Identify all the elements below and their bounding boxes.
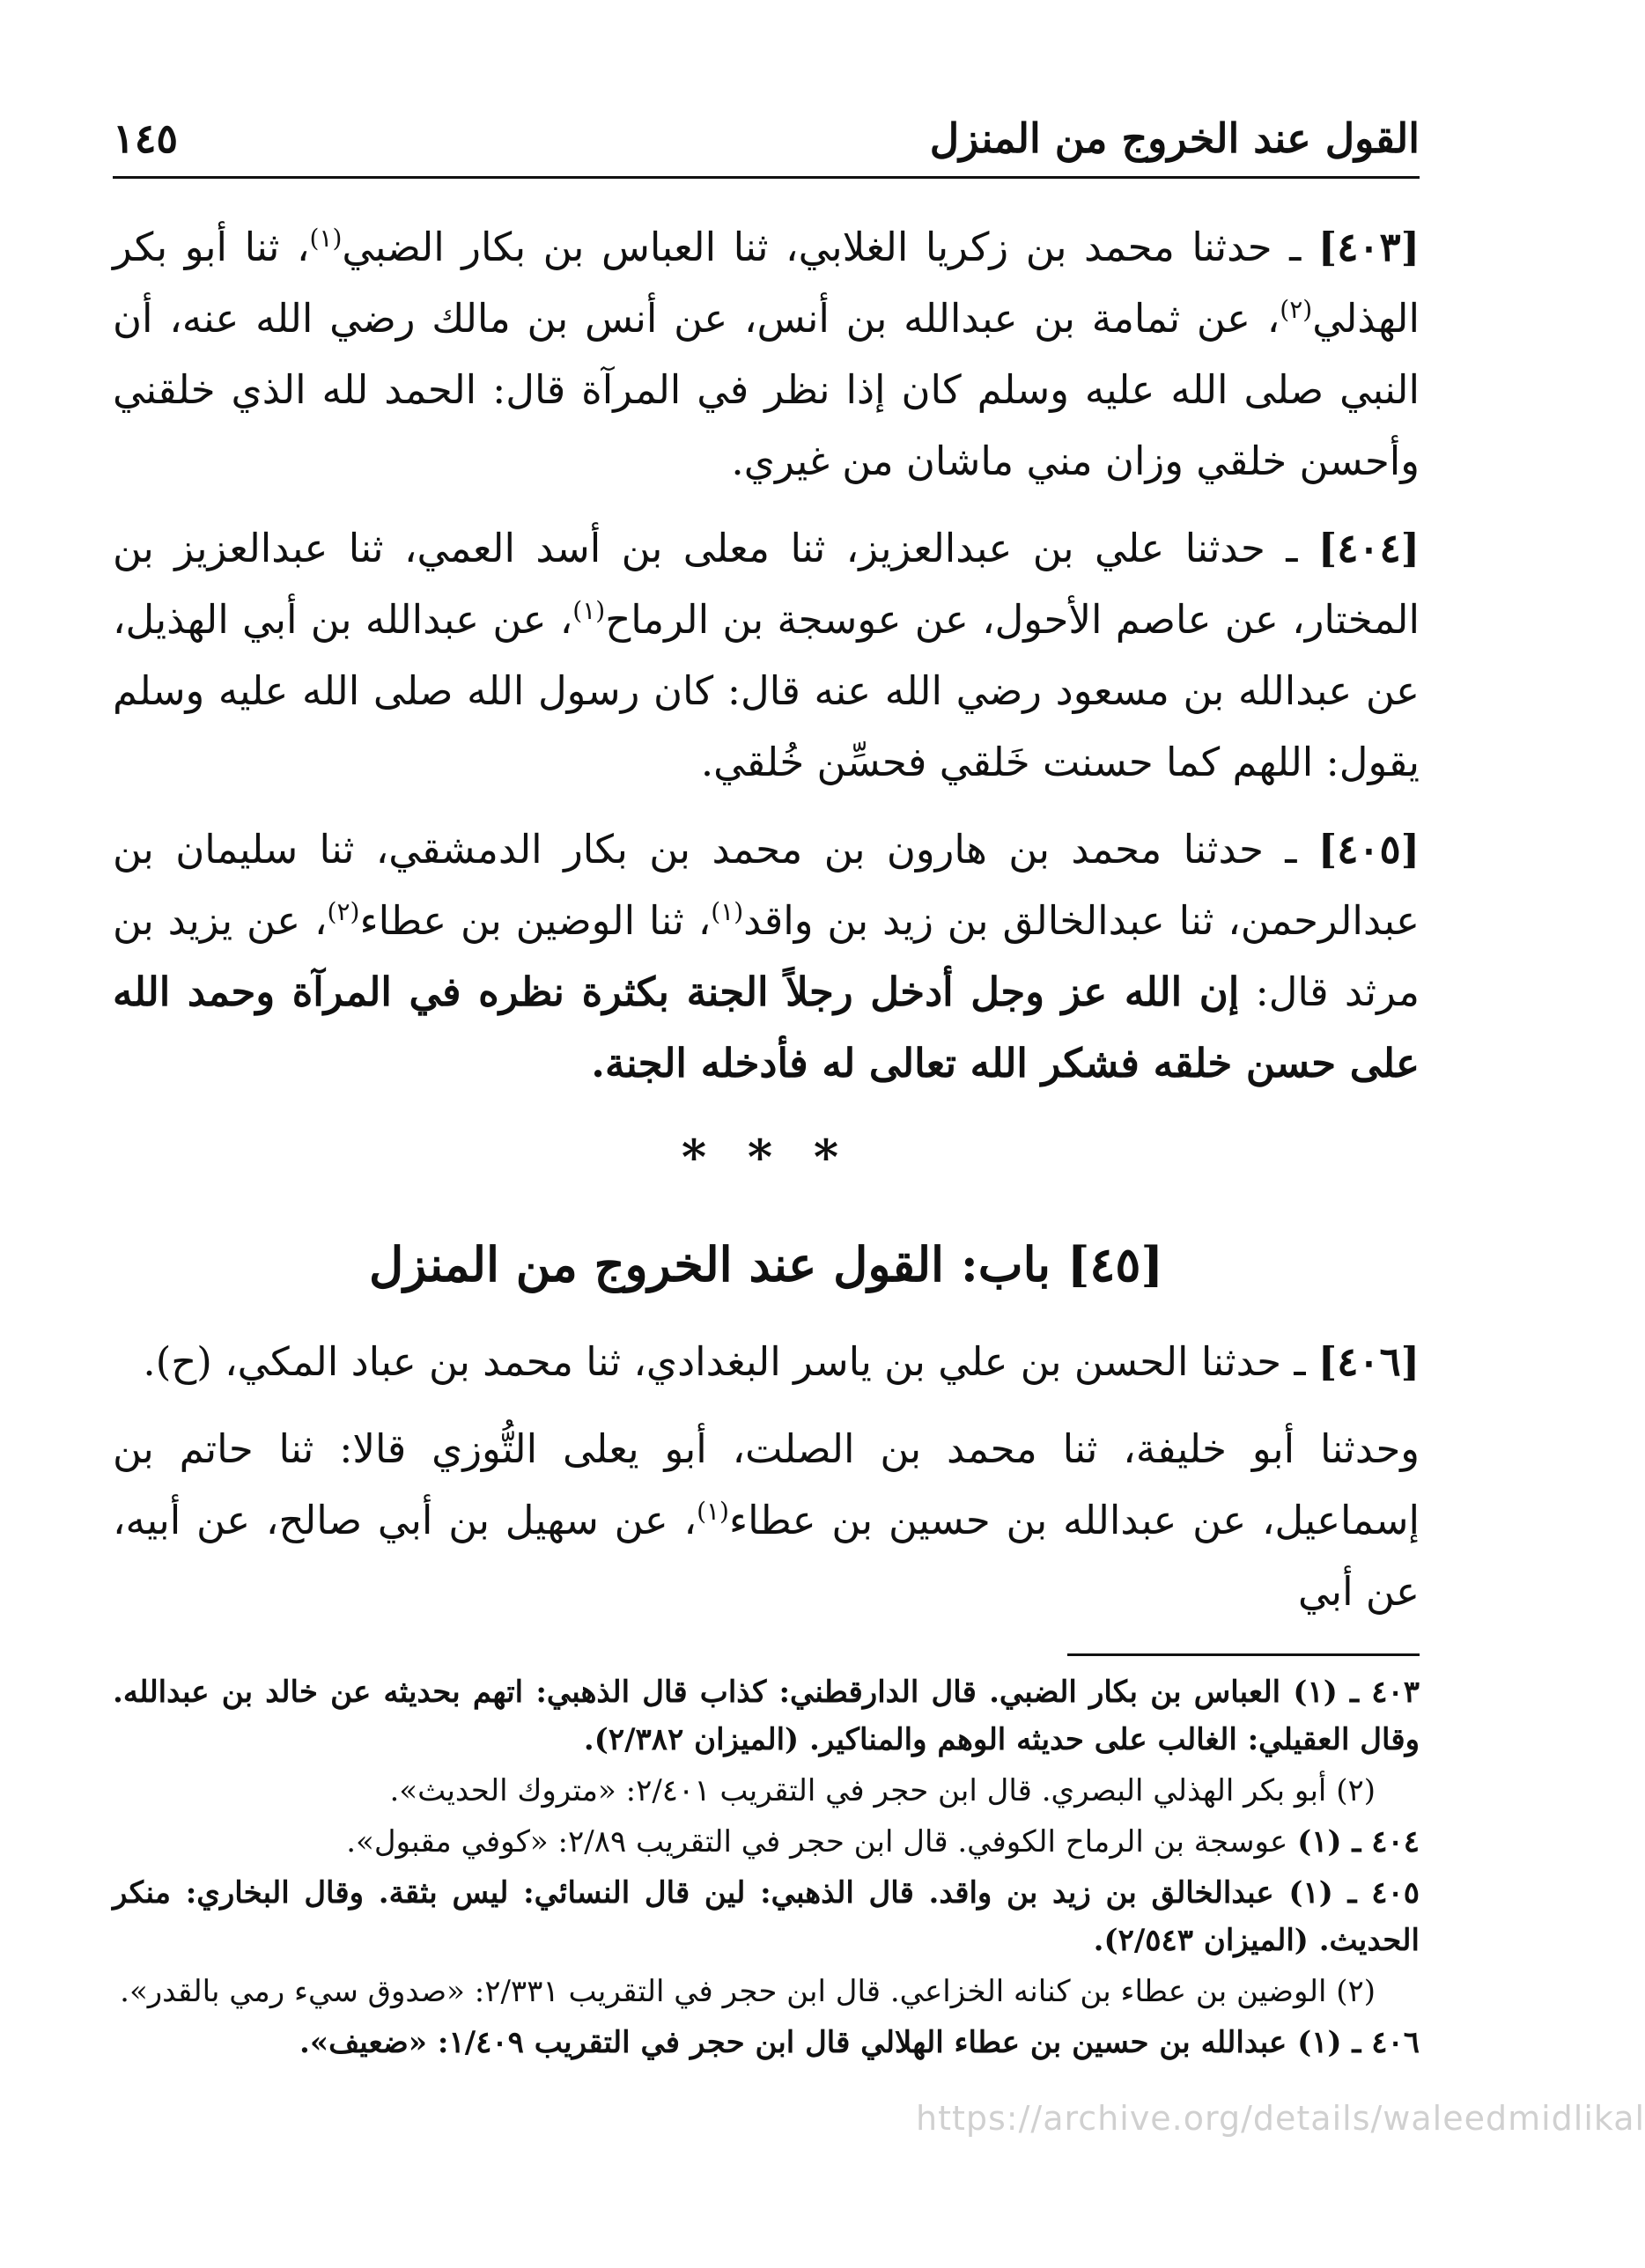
header-rule: [113, 176, 1420, 179]
footnote: [113, 1869, 1420, 1964]
watermark: https://archive.org/details/waleedmidlikal: [916, 2099, 1645, 2138]
hadith-text: ، عن يزيد بن مرثد قال:: [113, 897, 1420, 1015]
hadith-406: [113, 1326, 1420, 1397]
hadith-text: ـ حدثنا علي بن عبدالعزيز، ثنا معلى بن أسد العمي، ثنا عبدالعزيز بن المختار، عن عاصم الأحول، عن عوسجة بن الرماح: [113, 525, 1420, 643]
hadith-text: ، عن سهيل بن أبي صالح، عن أبيه، عن أبي: [113, 1497, 1420, 1615]
footnote: [113, 1818, 1420, 1866]
footnote-ref[interactable]: (١): [309, 224, 343, 253]
hadith-403: [113, 211, 1420, 497]
running-title: القول عند الخروج من المنزل: [929, 114, 1420, 162]
section-separator: * * *: [681, 1129, 852, 1185]
footnote-ref-label: ٤٠٦ ـ (١): [1297, 2025, 1420, 2060]
hadith-text: ـ حدثنا الحسن بن علي بن ياسر البغدادي، ثنا محمد بن عباد المكي، (ح).: [143, 1338, 1318, 1385]
chapter-heading: [٤٥] باب: القول عند الخروج من المنزل: [368, 1236, 1163, 1292]
page-number: ١٤٥: [113, 114, 179, 162]
footnote-text: (٢) أبو بكر الهذلي البصري. قال ابن حجر في التقريب ٢/٤٠١: «متروك الحديث».: [389, 1773, 1376, 1808]
hadith-text: ، عن ثمامة بن عبدالله بن أنس، عن أنس بن مالك رضي الله عنه، أن النبي صلى الله عليه وسلم كان إذا نظر في المرآة قال: الحمد لله الذي خلقني وأحسن خلقي وزان مني ماشان من غيري.: [113, 295, 1420, 484]
footnote-ref-label: ٤٠٥ ـ (١): [1288, 1875, 1420, 1911]
footnote-rule: [1067, 1653, 1420, 1656]
footnote-ref[interactable]: (١): [711, 897, 744, 926]
hadith-text: ، ثنا أبو بكر الهذلي: [113, 224, 1420, 342]
footnote-ref-label: ٤٠٤ ـ (١): [1297, 1824, 1420, 1859]
footnote-ref-label: ٤٠٣ ـ (١): [1293, 1675, 1420, 1710]
hadith-404: [113, 512, 1420, 798]
hadith-number: [٤٠٤]: [1317, 525, 1420, 571]
hadith-406-continued: [113, 1413, 1420, 1627]
footnote: [113, 1767, 1420, 1815]
footnote-text: عوسجة بن الرماح الكوفي. قال ابن حجر في التقريب ٢/٨٩: «كوفي مقبول».: [346, 1824, 1298, 1859]
hadith-text: ، عن عبدالله بن أبي الهذيل، عن عبدالله بن مسعود رضي الله عنه قال: كان رسول الله صلى الله عليه وسلم يقول: اللهم كما حسنت خَلقي فحسِّن خُلقي.: [113, 596, 1420, 785]
footnote: [113, 2019, 1420, 2066]
footnote-ref[interactable]: (٢): [327, 897, 360, 926]
hadith-text: ـ حدثنا محمد بن هارون بن محمد بن بكار الدمشقي، ثنا سليمان بن عبدالرحمن، ثنا عبدالخالق بن زيد بن واقد: [113, 826, 1420, 944]
footnote: [113, 1668, 1420, 1764]
hadith-text: ، ثنا الوضين بن عطاء: [359, 897, 712, 944]
hadith-number: [٤٠٦]: [1317, 1338, 1420, 1385]
hadith-number: [٤٠٣]: [1317, 224, 1420, 270]
footnotes: [113, 1668, 1420, 2070]
main-text: [113, 211, 1420, 1643]
footnote-ref[interactable]: (٢): [1280, 295, 1313, 324]
footnote-ref[interactable]: (١): [697, 1497, 729, 1526]
footnote: [113, 1968, 1420, 2015]
hadith-quote: إن الله عز وجل أدخل رجلاً الجنة بكثرة نظره في المرآة وحمد الله على حسن خلقه فشكر الله تعالى له فأدخله الجنة.: [113, 968, 1420, 1086]
hadith-number: [٤٠٥]: [1317, 826, 1420, 873]
footnote-text: العباس بن بكار الضبي. قال الدارقطني: كذاب قال الذهبي: اتهم بحديثه عن خالد بن عبدالله. وقال العقيلي: الغالب على حديثه الوهم والمناكير. (الميزان ٢/٣٨٢).: [113, 1675, 1420, 1757]
hadith-text: وحدثنا أبو خليفة، ثنا محمد بن الصلت، أبو يعلى التُّوزي قالا: ثنا حاتم بن إسماعيل، عن عبدالله بن حسين بن عطاء: [113, 1425, 1420, 1543]
footnote-text: عبدالخالق بن زيد بن واقد. قال الذهبي: لين قال النسائي: ليس بثقة. وقال البخاري: منكر الحديث. (الميزان ٢/٥٤٣).: [113, 1875, 1420, 1958]
footnote-text: (٢) الوضين بن عطاء بن كنانه الخزاعي. قال ابن حجر في التقريب ٢/٣٣١: «صدوق سيء رمي بالقدر».: [120, 1974, 1376, 2009]
footnote-ref[interactable]: (١): [572, 596, 606, 625]
hadith-405: [113, 814, 1420, 1099]
footnote-text: عبدالله بن حسين بن عطاء الهلالي قال ابن حجر في التقريب ١/٤٠٩: «ضعيف».: [299, 2025, 1298, 2060]
running-header: [113, 106, 1420, 176]
hadith-text: ـ حدثنا محمد بن زكريا الغلابي، ثنا العباس بن بكار الضبي: [342, 224, 1318, 270]
